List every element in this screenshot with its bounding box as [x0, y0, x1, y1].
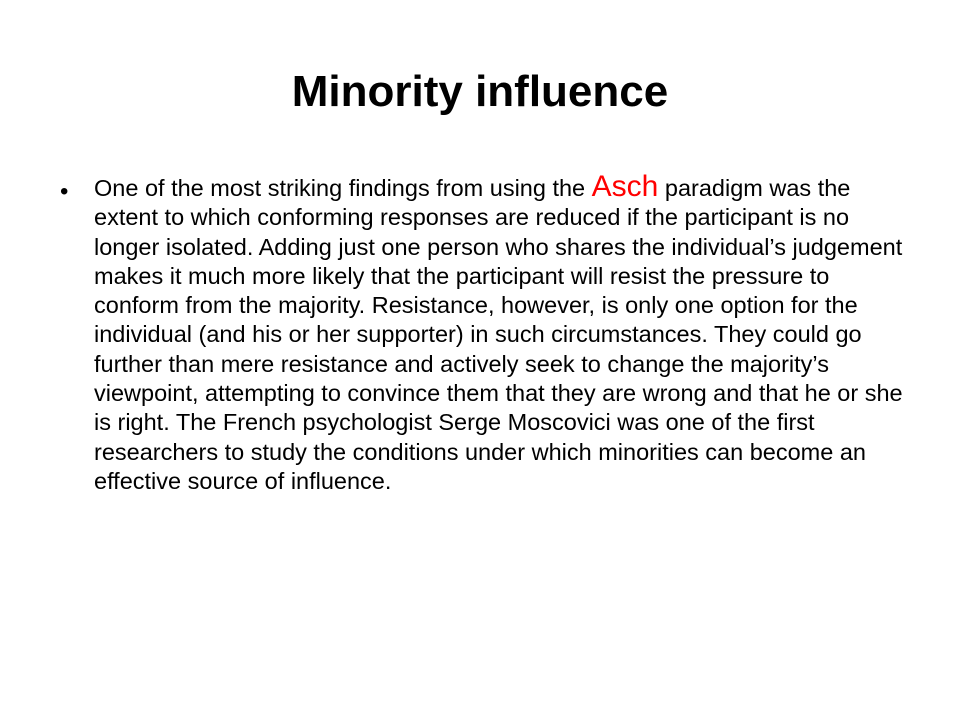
bullet-marker: •	[60, 178, 69, 205]
bullet-text-start: One of the most striking findings from using the	[94, 175, 592, 201]
bullet-text-rest: paradigm was the extent to which conforming responses are reduced if the participant is no longer isolated. Adding just one person who shares the individual’s judgement makes it much more likely that the participant will resist the pressure to conform from the majority. Resistance, however, is only one option for the individual (and his or her supporter) in such circumstances. They could go further than mere resistance and actively seek to change the majority’s viewpoint, attempting to convince them that they are wrong and that he or she is right. The French psychologist Serge Moscovici was one of the first researchers to study the conditions under which minorities can become an effective source of influence.	[94, 175, 903, 494]
highlighted-term: Asch	[591, 170, 659, 203]
slide-title: Minority influence	[291, 67, 669, 116]
bullet-text	[94, 172, 906, 496]
